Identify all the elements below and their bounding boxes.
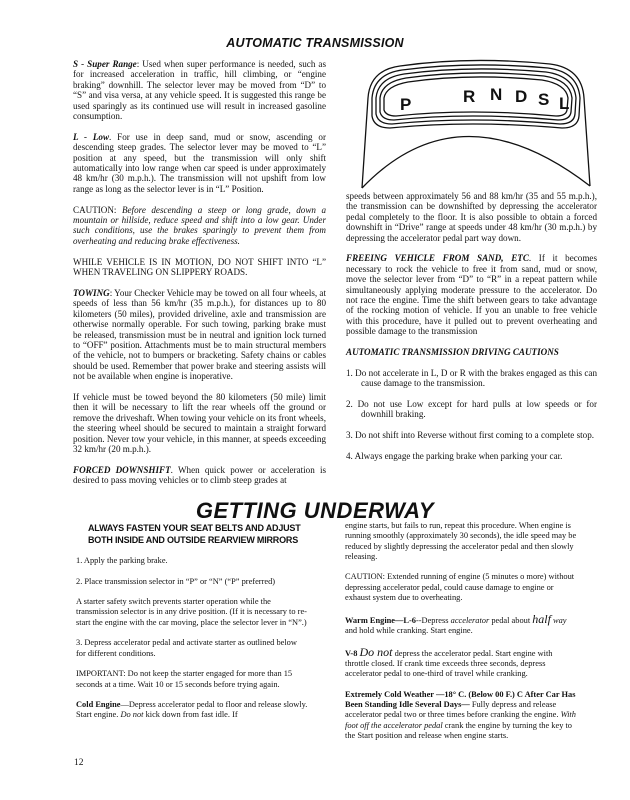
- text-run: 1. Apply the parking brake.: [76, 556, 168, 565]
- gear-selector-illustration: [350, 58, 595, 193]
- shifter-position-s: S: [538, 90, 550, 109]
- paragraph: [346, 191, 597, 243]
- paragraph: [73, 59, 326, 121]
- paragraph: [76, 669, 308, 690]
- text-run: . When quick power or acceleration is desired to pass moving vehicles or to climb steep grades at: [73, 464, 327, 486]
- text-run: pedal about: [489, 615, 533, 625]
- text-run: 3. Depress accelerator pedal and activate starter as outlined below for different conditions.: [76, 638, 297, 658]
- shifter-position-p: P: [400, 95, 412, 114]
- text-run: CAUTION:: [73, 204, 122, 215]
- paragraph: [346, 347, 597, 357]
- paragraph: [73, 132, 326, 194]
- paragraph: [345, 611, 577, 637]
- lower-left-text: [76, 556, 308, 721]
- text-run: CAUTION: Extended running of engine (5 minutes o more) without depressing accelerator pedal, could cause damage to engine or exhaust system due to overheating.: [345, 572, 575, 603]
- paragraph: [73, 205, 326, 247]
- lower-right-column: [345, 521, 577, 752]
- text-run: crank the engine by turning the key to the Start position and release when engine starts.: [345, 720, 572, 740]
- paragraph: [73, 465, 326, 486]
- text-run: S - Super Range: [73, 59, 137, 69]
- text-run: With foot off the accelerator pedal: [345, 710, 576, 730]
- paragraph: [73, 257, 326, 278]
- shifter-position-n: N: [490, 85, 503, 104]
- text-run: : Used when super performance is needed, such as for increased acceleration in traffic, hill climbing, or “engine braking” downhill. The selector lever may be moved from “D” to “S” and visa versa, at any vehicle speed. It is suggested this range be used sparingly as its continued use will result in increased gasoline consumption.: [73, 59, 326, 122]
- text-run: V-8: [345, 648, 360, 658]
- text-run: IMPORTANT: Do not keep the starter engaged for more than 15 seconds at a time. Wait 10 or 15 seconds before trying again.: [76, 669, 293, 689]
- paragraph: [76, 700, 308, 721]
- text-run: AUTOMATIC TRANSMISSION DRIVING CAUTIONS: [346, 347, 559, 358]
- text-run: Do not: [120, 710, 144, 720]
- paragraph: [346, 253, 597, 336]
- section-title: GETTING UNDERWAY: [195, 498, 435, 523]
- text-run: Do not: [359, 644, 393, 659]
- shifter-position-r: R: [463, 87, 476, 106]
- paragraph: [73, 288, 326, 382]
- caution-item: 3. Do not shift into Reverse without first coming to a complete stop.: [346, 430, 595, 441]
- text-run: L - Low: [73, 131, 110, 142]
- text-run: . For use in deep sand, mud or snow, ascending or descending steep grades. The selector lever may be moved to “L” position at any speed, but the transmission will only shift automatically into low range when car speed is under approximately 48 km/hr (30 m.p.h.). The transmission will not upshift from low range as long as the selector lever is in “L” Position.: [73, 131, 326, 194]
- paragraph: [76, 577, 308, 587]
- text-run: accelerator: [450, 615, 490, 625]
- driving-cautions-list: [346, 368, 597, 462]
- seat-belt-notice: ALWAYS FASTEN YOUR SEAT BELTS AND ADJUST BOTH INSIDE AND OUTSIDE REARVIEW MIRRORS: [88, 523, 301, 545]
- text-run: Extremely Cold Weather —18° C. (Below 00 F.) C After Car Has Been Standing Idle Several Days—: [345, 689, 576, 710]
- lower-left-column: [76, 522, 308, 731]
- text-run: depress the accelerator pedal. Start engine with throttle closed. If crank time exceeds three seconds, depress accelerator pedal to one-third of travel while cranking.: [345, 648, 553, 679]
- text-run: speeds between approximately 56 and 88 km/hr (35 and 55 m.p.h.), the transmission can be downshifted by depressing the accelerator pedal completely to the floor. It is also possible to obtain a forced downshift in “Drive” range at speeds under 48 km/hr (30 m.p.h.) by depressing the accelerator pedal part way down.: [346, 191, 597, 243]
- paragraph: [345, 644, 577, 680]
- shifter-position-l: L: [559, 94, 570, 113]
- text-run: way: [550, 615, 567, 625]
- text-run: and hold while cranking. Start engine.: [345, 625, 473, 635]
- text-run: Before descending a steep or long grade, down a mountain or hillside, reduce speed and shift into a low gear. Under such conditions, use the brakes sparingly to prevent them from overheating and reducing brake effectiveness.: [73, 204, 326, 246]
- text-run: A starter safety switch prevents starter operation while the transmission selector is in any drive position. (If it is necessary to re-start the engine with the car moving, place the selector lever in “N”.): [76, 597, 307, 627]
- text-run: WHILE VEHICLE IS IN MOTION, DO NOT SHIFT INTO “L” WHEN TRAVELING ON SLIPPERY ROADS.: [73, 256, 326, 278]
- text-run: FORCED DOWNSHIFT: [73, 464, 171, 475]
- paragraph: [345, 521, 577, 562]
- text-run: If vehicle must be towed beyond the 80 kilometers (50 mile) limit then it will be necessary to lift the rear wheels off the ground or remove the driveshaft. When towing your vehicle on its front wheels, the steering wheel should be secured to maintain a straight forward position. Never tow your vehicle, in this manner, at speeds exceeding 32 km/hr (20 m.p.h.).: [73, 391, 326, 454]
- text-run: --Depress: [415, 615, 451, 625]
- paragraph: [73, 392, 326, 454]
- left-column: [73, 59, 326, 496]
- text-run: FREEING VEHICLE FROM SAND, ETC: [346, 253, 529, 264]
- paragraph: [345, 572, 577, 603]
- text-run: Warm Engine—L-6: [345, 615, 416, 625]
- text-run: TOWING: [73, 287, 110, 298]
- text-run: Fully depress and release accelerator pedal two or three times before cranking the engine.: [345, 700, 561, 720]
- page-header: AUTOMATIC TRANSMISSION: [226, 36, 404, 50]
- text-run: engine starts, but fails to run, repeat this procedure. When engine is running smoothly (approximately 30 seconds), the idle speed may be reduced by slightly depressing the accelerator pedal and then slowly releasing.: [345, 521, 577, 561]
- caution-item: 1. Do not accelerate in L, D or R with the brakes engaged as this can cause damage to the transmission.: [346, 367, 597, 389]
- text-run: half: [532, 611, 551, 626]
- paragraph: [76, 638, 308, 659]
- paragraph: [76, 556, 308, 566]
- paragraph: [76, 597, 308, 628]
- text-run: . If it becomes necessary to rock the vehicle to free it from sand, mud or snow, move the selector lever from “D” to “R” in a repeat pattern while simultaneously applying moderate pressure to the accelerator. Do not race the engine. Time the shift between gears to take advantage of the rocking motion of vehicle. If you an unable to free vehicle with this procedure, have it pulled out to prevent overheating and possible damage to the transmission: [346, 253, 597, 337]
- text-run: —Depress accelerator pedal to floor and release slowly. Start engine.: [76, 700, 308, 720]
- text-run: Cold Engine: [76, 700, 121, 710]
- page-number: 12: [74, 758, 84, 768]
- caution-item: 4. Always engage the parking brake when parking your car.: [346, 451, 563, 462]
- right-column-text: [346, 191, 597, 357]
- text-run: 2. Place transmission selector in “P” or “N” (“P” preferred): [76, 576, 276, 586]
- text-run: : Your Checker Vehicle may be towed on all four wheels, at speeds of less than 56 km/hr (35 m.p.h.), for distances up to 80 kilometers (50 miles), provided driveline, axle and transmission are otherwise normally operable. For such towing, parking brake must be released, transmission must be in neutral and ignition lock turned to “OFF” position. Attachments must be to main structural members of the vehicle, not to bumpers or bracketing. Safety chains or cables should be used. Remember that power brake and steering assists will not be available when engine is inoperative.: [73, 287, 326, 382]
- shifter-position-d: D: [515, 87, 528, 106]
- paragraph: [345, 690, 577, 741]
- text-run: kick down from fast idle. If: [143, 710, 238, 720]
- right-column: [346, 191, 597, 472]
- caution-item: 2. Do not use Low except for hard pulls at low speeds or for downhill braking.: [346, 399, 597, 420]
